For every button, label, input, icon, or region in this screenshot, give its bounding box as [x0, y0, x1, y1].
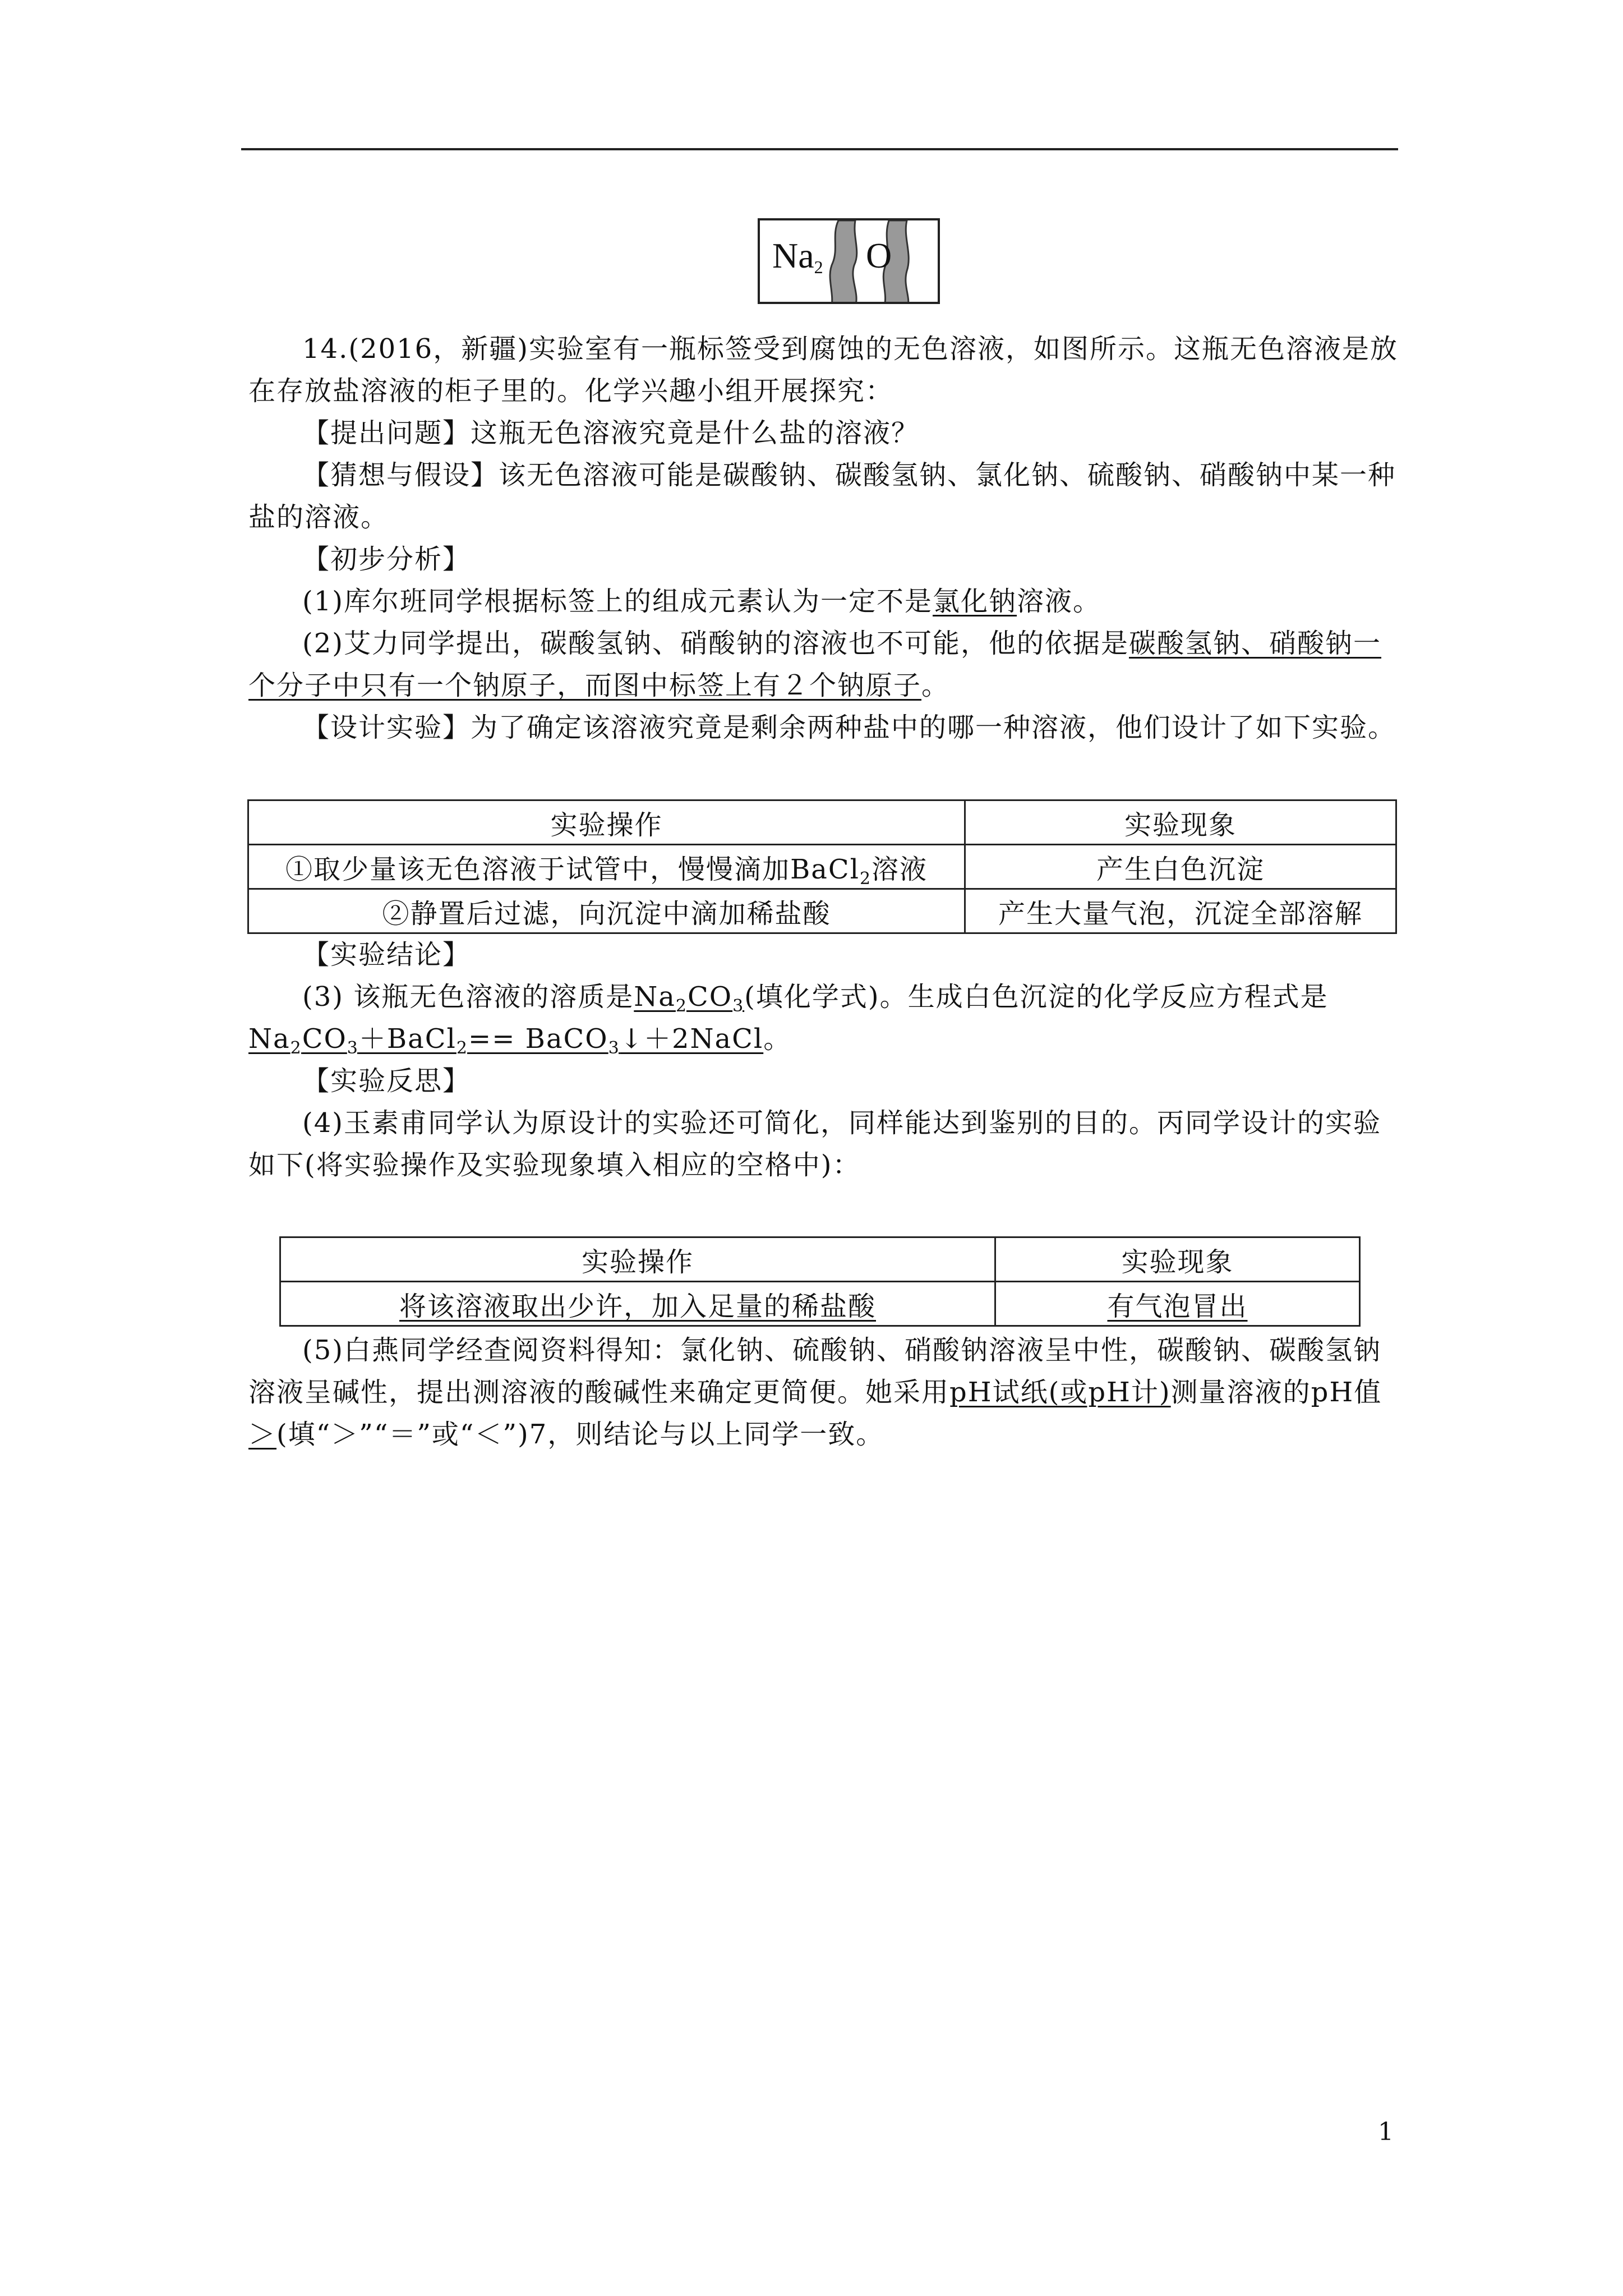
label-text-left: $Na_2$	[772, 236, 823, 277]
bottle-label-figure	[758, 218, 940, 304]
table-row	[248, 845, 1396, 889]
corroded-area-icon	[760, 220, 940, 304]
question-3: (3) 该瓶无色溶液的溶质是$Na_2CO_3$(填化学式)。生成白色沉淀的化学反应方程式是$Na_2CO_3+BaCl_2==$ BaCO$_3$↓＋2NaCl。	[248, 981, 1329, 1058]
conclusion-heading: 【实验结论】	[302, 939, 471, 970]
table-header-cell: 实验操作	[248, 800, 965, 845]
question-5: (5)白燕同学经查阅资料得知：氯化钠、硫酸钠、硝酸钠溶液呈中性，碳酸钠、碳酸氢钠溶液呈碱性，提出测溶液的酸碱性来确定更简便。她采用pH试纸(或pH计)测量溶液的pH值＞(填“＞”“＝”或“＜”)7，则结论与以上同学一致。	[248, 1335, 1382, 1450]
answer-5a: pH试纸(或pH计)	[949, 1377, 1171, 1408]
experiment-table-2	[279, 1236, 1361, 1327]
table-cell	[995, 1282, 1360, 1326]
table-header-cell: 实验现象	[965, 800, 1396, 845]
page-number: 1	[1378, 2118, 1394, 2146]
table-row	[280, 1282, 1360, 1326]
reflection-heading: 【实验反思】	[302, 1065, 471, 1097]
table-cell: ①取少量该无色溶液于试管中，慢慢滴加BaCl$_2$溶液	[248, 845, 965, 889]
design-paragraph: 【设计实验】为了确定该溶液究竟是剩余两种盐中的哪一种溶液，他们设计了如下实验。	[302, 712, 1396, 743]
question-paragraph: 【提出问题】这瓶无色溶液究竟是什么盐的溶液？	[302, 417, 920, 449]
answer-2: 碳酸氢钠、硝酸钠一个分子中只有一个钠原子，而图中标签上有２个钠原子	[248, 628, 1382, 701]
question-4: (4)玉素甫同学认为原设计的实验还可简化，同样能达到鉴别的目的。丙同学设计的实验如下(将实验操作及实验现象填入相应的空格中)：	[248, 1107, 1381, 1181]
label-text-right: O	[866, 236, 892, 275]
table-row	[248, 889, 1396, 933]
question-2: (2)艾力同学提出，碳酸氢钠、硝酸钠的溶液也不可能，他的依据是碳酸氢钠、硝酸钠一个分子中只有一个钠原子，而图中标签上有２个钠原子。	[248, 628, 1382, 701]
question-1: (1)库尔班同学根据标签上的组成元素认为一定不是氯化钠溶液。	[302, 586, 1101, 617]
answer-5b: ＞	[248, 1419, 277, 1450]
table-header-row	[280, 1237, 1360, 1282]
answer-4-operation: 将该溶液取出少许，加入足量的稀盐酸	[399, 1290, 876, 1322]
table-cell: ②静置后过滤，向沉淀中滴加稀盐酸	[248, 889, 965, 933]
experiment-table-1	[247, 799, 1397, 934]
table-header-cell: 实验操作	[280, 1237, 995, 1282]
table-cell: 产生大量气泡，沉淀全部溶解	[965, 889, 1396, 933]
problem-intro: 14.(2016，新疆)实验室有一瓶标签受到腐蚀的无色溶液，如图所示。这瓶无色溶液是放在存放盐溶液的柜子里的。化学兴趣小组开展探究：	[248, 333, 1398, 407]
table-cell	[280, 1282, 995, 1326]
table-cell: 产生白色沉淀	[965, 845, 1396, 889]
header-rule	[241, 148, 1398, 150]
answer-1: 氯化钠	[933, 586, 1017, 617]
hypothesis-paragraph: 【猜想与假设】该无色溶液可能是碳酸钠、碳酸氢钠、氯化钠、硫酸钠、硝酸钠中某一种盐的溶液。	[248, 459, 1396, 533]
answer-3: $Na_2CO_3$	[634, 981, 745, 1016]
equation-answer: $Na_2CO_3+BaCl_2==$ BaCO$_3$↓＋2NaCl	[248, 1023, 764, 1058]
analysis-heading: 【初步分析】	[302, 544, 471, 575]
table-header-row	[248, 800, 1396, 845]
answer-4-phenomenon: 有气泡冒出	[1107, 1290, 1248, 1322]
table-header-cell: 实验现象	[995, 1237, 1360, 1282]
